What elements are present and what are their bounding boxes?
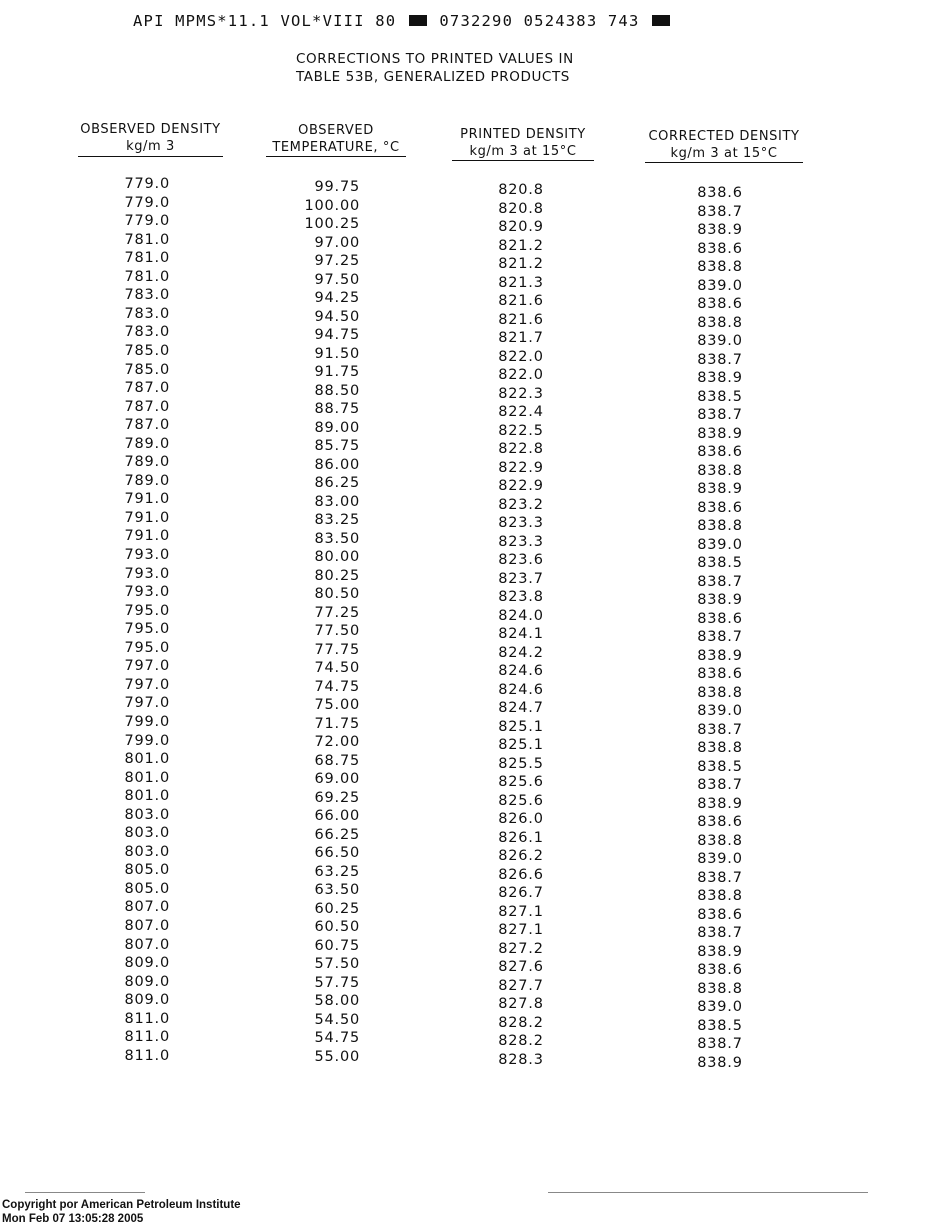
- corrected-density-cell: 838.9: [697, 943, 743, 960]
- observed-density-cell: 787.0: [124, 398, 170, 415]
- observed-temperature-cell: 83.25: [314, 512, 360, 528]
- observed-temperature-cell: 69.00: [314, 771, 360, 787]
- observed-density-cell: 779.0: [124, 194, 170, 211]
- printed-density-cell: 821.3: [498, 274, 544, 291]
- printed-density-cell: 828.3: [498, 1051, 544, 1068]
- observed-density-cell: 785.0: [124, 361, 170, 378]
- corrected-density-cell: 838.8: [697, 684, 743, 701]
- observed-temperature-cell: 74.75: [314, 678, 360, 695]
- corrected-density-cell: 838.8: [697, 462, 743, 479]
- observed-density-cell: 807.0: [124, 918, 170, 934]
- observed-temperature-cell: 66.00: [314, 808, 360, 824]
- printed-density-cell: 822.0: [498, 367, 544, 383]
- observed-density-cell: 809.0: [124, 992, 170, 1009]
- title-line-2: TABLE 53B, GENERALIZED PRODUCTS: [296, 69, 570, 85]
- printed-density-cell: 826.6: [498, 866, 544, 883]
- observed-density-cell: 809.0: [124, 955, 170, 972]
- black-block-mark: [652, 15, 670, 26]
- corrected-density-cell: 838.9: [697, 592, 743, 608]
- observed-density-cell: 789.0: [124, 454, 170, 471]
- observed-density-cell: 779.0: [124, 213, 170, 230]
- printed-density-cell: 822.9: [498, 459, 544, 476]
- observed-density-cell: 797.0: [124, 695, 170, 712]
- corrected-density-cell: 838.6: [697, 962, 743, 978]
- observed-density-cell: 791.0: [124, 509, 170, 526]
- observed-density-cell: 811.0: [124, 1029, 170, 1046]
- observed-temperature-cell: 86.00: [314, 456, 360, 473]
- header-label: PRINTED DENSITY: [460, 127, 586, 142]
- printed-density-cell: 824.2: [498, 644, 544, 661]
- observed-temperature-cell: 77.50: [314, 623, 360, 639]
- observed-density-cell: 811.0: [124, 1047, 170, 1064]
- observed-temperature-cell: 88.50: [314, 382, 360, 399]
- corrected-density-cell: 838.7: [697, 925, 743, 941]
- printed-density-cell: 827.2: [498, 940, 544, 957]
- printed-density-cell: 827.1: [498, 922, 544, 938]
- corrected-density-cell: 838.9: [697, 1054, 743, 1071]
- observed-temperature-cell: 83.50: [314, 530, 360, 547]
- corrected-density-cell: 839.0: [697, 277, 743, 294]
- observed-density-cell: 789.0: [124, 435, 170, 452]
- corrected-density-cell: 838.6: [697, 814, 743, 830]
- observed-density-cell: 805.0: [124, 862, 170, 879]
- printed-density-cell: 825.1: [498, 737, 544, 753]
- printed-density-cell: 824.6: [498, 681, 544, 698]
- printed-density-cell: 827.6: [498, 959, 544, 975]
- header-label: CORRECTED DENSITY: [648, 129, 800, 144]
- observed-density-cell: 783.0: [124, 287, 170, 304]
- table-title: [296, 50, 574, 86]
- header-corrected-density: [645, 128, 803, 163]
- observed-temperature-cell: 88.75: [314, 401, 360, 417]
- printed-density-cell: 826.0: [498, 811, 544, 827]
- observed-density-cell: 805.0: [124, 880, 170, 897]
- corrected-density-cell: 838.7: [697, 777, 743, 793]
- document-header: [133, 12, 672, 30]
- corrected-density-cell: 838.9: [697, 795, 743, 812]
- corrected-density-cell: 838.8: [697, 740, 743, 756]
- printed-density-cell: 824.0: [498, 607, 544, 624]
- corrected-density-cell: 838.9: [697, 647, 743, 664]
- printed-density-cell: 822.0: [498, 348, 544, 365]
- header-unit: kg/m 3: [126, 139, 175, 154]
- corrected-density-cell: 838.7: [697, 629, 743, 645]
- observed-temperature-cell: 66.50: [314, 845, 360, 861]
- corrected-density-cell: 838.7: [697, 407, 743, 423]
- observed-density-cell: 793.0: [124, 547, 170, 563]
- observed-density-cell: 787.0: [124, 380, 170, 397]
- observed-temperature-cell: 86.25: [314, 475, 360, 491]
- printed-density-cell: 822.8: [498, 441, 544, 457]
- observed-density-cell: 793.0: [124, 584, 170, 601]
- corrected-density-cell: 838.9: [697, 425, 743, 442]
- observed-temperature-cell: 94.25: [314, 290, 360, 306]
- observed-temperature-cell: 91.50: [314, 345, 360, 362]
- printed-density-cell: 825.6: [498, 774, 544, 790]
- printed-density-cell: 821.7: [498, 330, 544, 346]
- observed-density-cell: 791.0: [124, 528, 170, 545]
- corrected-density-cell: 838.8: [697, 980, 743, 997]
- corrected-density-cell: 838.5: [697, 758, 743, 775]
- corrected-density-cell: 838.6: [697, 499, 743, 516]
- printed-density-cell: 820.8: [498, 200, 544, 217]
- header-unit: kg/m 3 at 15°C: [645, 145, 803, 163]
- corrected-density-cell: 838.6: [697, 444, 743, 460]
- observed-density-cell: 779.0: [124, 176, 170, 192]
- observed-density-cell: 803.0: [124, 806, 170, 823]
- title-line-1: CORRECTIONS TO PRINTED VALUES IN: [296, 51, 574, 67]
- printed-density-cell: 826.1: [498, 829, 544, 846]
- scan-mark: [25, 1192, 145, 1193]
- header-unit: kg/m 3 at 15°C: [452, 143, 594, 161]
- printed-density-cell: 820.9: [498, 219, 544, 235]
- observed-temperature-cell: 94.50: [314, 308, 360, 325]
- printed-density-cell: 821.6: [498, 311, 544, 328]
- observed-density-cell: 781.0: [124, 268, 170, 285]
- printed-density-cell: 825.1: [498, 718, 544, 735]
- printed-density-cell: 824.6: [498, 663, 544, 679]
- black-block-mark: [409, 15, 427, 26]
- observed-temperature-cell: 77.75: [314, 641, 360, 658]
- observed-density-cell: 811.0: [124, 1010, 170, 1027]
- printed-density-cell: 823.3: [498, 533, 544, 550]
- observed-temperature-cell: 60.50: [314, 919, 360, 935]
- observed-temperature-cell: 69.25: [314, 789, 360, 806]
- observed-temperature-cell: 74.50: [314, 660, 360, 676]
- corrected-density-cell: 838.5: [697, 555, 743, 571]
- printed-density-cell: 822.9: [498, 478, 544, 494]
- observed-temperature-cell: 94.75: [314, 327, 360, 343]
- corrected-density-cell: 838.7: [697, 203, 743, 220]
- observed-density-cell: 797.0: [124, 658, 170, 675]
- corrected-density-cell: 838.9: [697, 222, 743, 238]
- observed-density-cell: 801.0: [124, 788, 170, 805]
- timestamp-text: Mon Feb 07 13:05:28 2005: [2, 1213, 144, 1225]
- observed-density-cell: 799.0: [124, 732, 170, 749]
- footer: [2, 1198, 241, 1226]
- copyright-text: Copyright por American Petroleum Institute: [2, 1199, 241, 1211]
- observed-temperature-cell: 80.50: [314, 586, 360, 602]
- corrected-density-cell: 838.8: [697, 259, 743, 275]
- corrected-density-cell: 839.0: [697, 333, 743, 349]
- printed-density-cell: 826.2: [498, 848, 544, 864]
- corrected-density-cell: 838.8: [697, 314, 743, 331]
- observed-density-cell: 783.0: [124, 324, 170, 341]
- corrected-density-cell: 838.7: [697, 1036, 743, 1052]
- printed-density-cell: 821.6: [498, 293, 544, 309]
- observed-temperature-cell: 99.75: [314, 179, 360, 195]
- printed-density-cell: 828.2: [498, 1014, 544, 1031]
- printed-density-cell: 823.8: [498, 589, 544, 605]
- observed-density-cell: 807.0: [124, 899, 170, 916]
- observed-density-cell: 793.0: [124, 565, 170, 582]
- observed-density-cell: 803.0: [124, 825, 170, 842]
- header-rule: [78, 156, 223, 157]
- corrected-density-cell: 838.9: [697, 370, 743, 386]
- header-observed-density: [78, 121, 223, 157]
- scan-mark: [548, 1192, 868, 1193]
- printed-density-cell: 824.1: [498, 626, 544, 642]
- header-unit: TEMPERATURE, °C: [266, 139, 406, 157]
- observed-temperature-cell: 55.00: [314, 1048, 360, 1065]
- printed-density-cell: 827.8: [498, 996, 544, 1012]
- observed-temperature-cell: 66.25: [314, 826, 360, 843]
- corrected-density-cell: 839.0: [697, 703, 743, 719]
- observed-temperature-cell: 72.00: [314, 734, 360, 750]
- observed-density-cell: 795.0: [124, 621, 170, 638]
- observed-temperature-cell: 63.25: [314, 863, 360, 880]
- observed-temperature-cell: 57.75: [314, 974, 360, 991]
- observed-density-cell: 801.0: [124, 769, 170, 786]
- header-label: OBSERVED: [298, 123, 374, 138]
- observed-density-cell: 803.0: [124, 843, 170, 860]
- observed-temperature-cell: 91.75: [314, 364, 360, 380]
- observed-temperature-cell: 60.75: [314, 937, 360, 954]
- document-id: API MPMS*11.1 VOL*VIII 80: [133, 12, 397, 30]
- corrected-density-cell: 839.0: [697, 999, 743, 1015]
- corrected-density-cell: 839.0: [697, 851, 743, 867]
- observed-density-cell: 795.0: [124, 639, 170, 656]
- observed-temperature-cell: 54.75: [314, 1030, 360, 1046]
- printed-density-cell: 821.2: [498, 237, 544, 254]
- corrected-density-cell: 838.7: [697, 573, 743, 590]
- observed-temperature-cell: 57.50: [314, 956, 360, 972]
- observed-density-cell: 797.0: [124, 676, 170, 693]
- corrected-density-cell: 838.7: [697, 869, 743, 886]
- printed-density-cell: 825.5: [498, 755, 544, 772]
- observed-temperature-cell: 100.00: [304, 197, 360, 214]
- observed-temperature-cell: 68.75: [314, 752, 360, 769]
- observed-density-cell: 789.0: [124, 472, 170, 489]
- header-label: OBSERVED DENSITY: [80, 122, 221, 137]
- corrected-density-cell: 838.7: [697, 351, 743, 368]
- printed-density-cell: 820.8: [498, 182, 544, 198]
- corrected-density-cell: 838.8: [697, 518, 743, 534]
- corrected-density-cell: 838.8: [697, 832, 743, 849]
- corrected-density-cell: 838.8: [697, 888, 743, 904]
- corrected-density-cell: 838.9: [697, 481, 743, 497]
- corrected-density-cell: 838.6: [697, 666, 743, 682]
- observed-temperature-cell: 89.00: [314, 419, 360, 436]
- observed-temperature-cell: 80.25: [314, 567, 360, 584]
- printed-density-cell: 823.7: [498, 570, 544, 587]
- observed-temperature-cell: 77.25: [314, 604, 360, 621]
- observed-temperature-cell: 97.50: [314, 271, 360, 288]
- observed-density-cell: 809.0: [124, 973, 170, 990]
- printed-density-cell: 826.7: [498, 885, 544, 901]
- header-printed-density: [452, 126, 594, 161]
- corrected-density-cell: 839.0: [697, 536, 743, 553]
- printed-density-cell: 822.4: [498, 404, 544, 420]
- observed-density-cell: 787.0: [124, 417, 170, 434]
- printed-density-cell: 822.3: [498, 385, 544, 402]
- printed-density-cell: 828.2: [498, 1033, 544, 1049]
- printed-density-cell: 823.3: [498, 515, 544, 531]
- printed-density-cell: 827.1: [498, 903, 544, 920]
- observed-temperature-cell: 71.75: [314, 715, 360, 732]
- printed-density-cell: 827.7: [498, 977, 544, 994]
- observed-temperature-cell: 97.00: [314, 234, 360, 251]
- corrected-density-cell: 838.6: [697, 240, 743, 257]
- corrected-density-cell: 838.6: [697, 610, 743, 627]
- printed-density-cell: 822.5: [498, 422, 544, 439]
- corrected-density-cell: 838.7: [697, 721, 743, 738]
- printed-density-cell: 824.7: [498, 700, 544, 716]
- observed-temperature-cell: 97.25: [314, 253, 360, 269]
- observed-density-cell: 781.0: [124, 231, 170, 248]
- observed-temperature-cell: 80.00: [314, 549, 360, 565]
- corrected-density-cell: 838.5: [697, 1017, 743, 1034]
- header-observed-temperature: [266, 122, 406, 157]
- corrected-density-cell: 838.5: [697, 388, 743, 405]
- observed-density-cell: 795.0: [124, 602, 170, 619]
- printed-density-cell: 823.6: [498, 552, 544, 568]
- observed-density-cell: 801.0: [124, 751, 170, 768]
- observed-temperature-cell: 85.75: [314, 438, 360, 454]
- observed-density-cell: 785.0: [124, 342, 170, 359]
- observed-temperature-cell: 58.00: [314, 993, 360, 1009]
- observed-temperature-cell: 100.25: [304, 216, 360, 232]
- observed-temperature-cell: 60.25: [314, 900, 360, 917]
- observed-density-cell: 781.0: [124, 250, 170, 267]
- observed-density-cell: 783.0: [124, 305, 170, 322]
- corrected-density-cell: 838.6: [697, 906, 743, 923]
- observed-temperature-cell: 83.00: [314, 493, 360, 510]
- corrected-density-cell: 838.6: [697, 296, 743, 312]
- printed-density-cell: 825.6: [498, 792, 544, 809]
- observed-temperature-cell: 75.00: [314, 697, 360, 713]
- observed-density-cell: 799.0: [124, 713, 170, 730]
- corrected-density-cell: 838.6: [697, 185, 743, 201]
- printed-density-cell: 821.2: [498, 256, 544, 272]
- observed-density-cell: 791.0: [124, 491, 170, 508]
- observed-temperature-cell: 63.50: [314, 882, 360, 898]
- printed-density-cell: 823.2: [498, 496, 544, 513]
- observed-density-cell: 807.0: [124, 936, 170, 953]
- observed-temperature-cell: 54.50: [314, 1011, 360, 1028]
- document-code: 0732290 0524383 743: [439, 12, 640, 30]
